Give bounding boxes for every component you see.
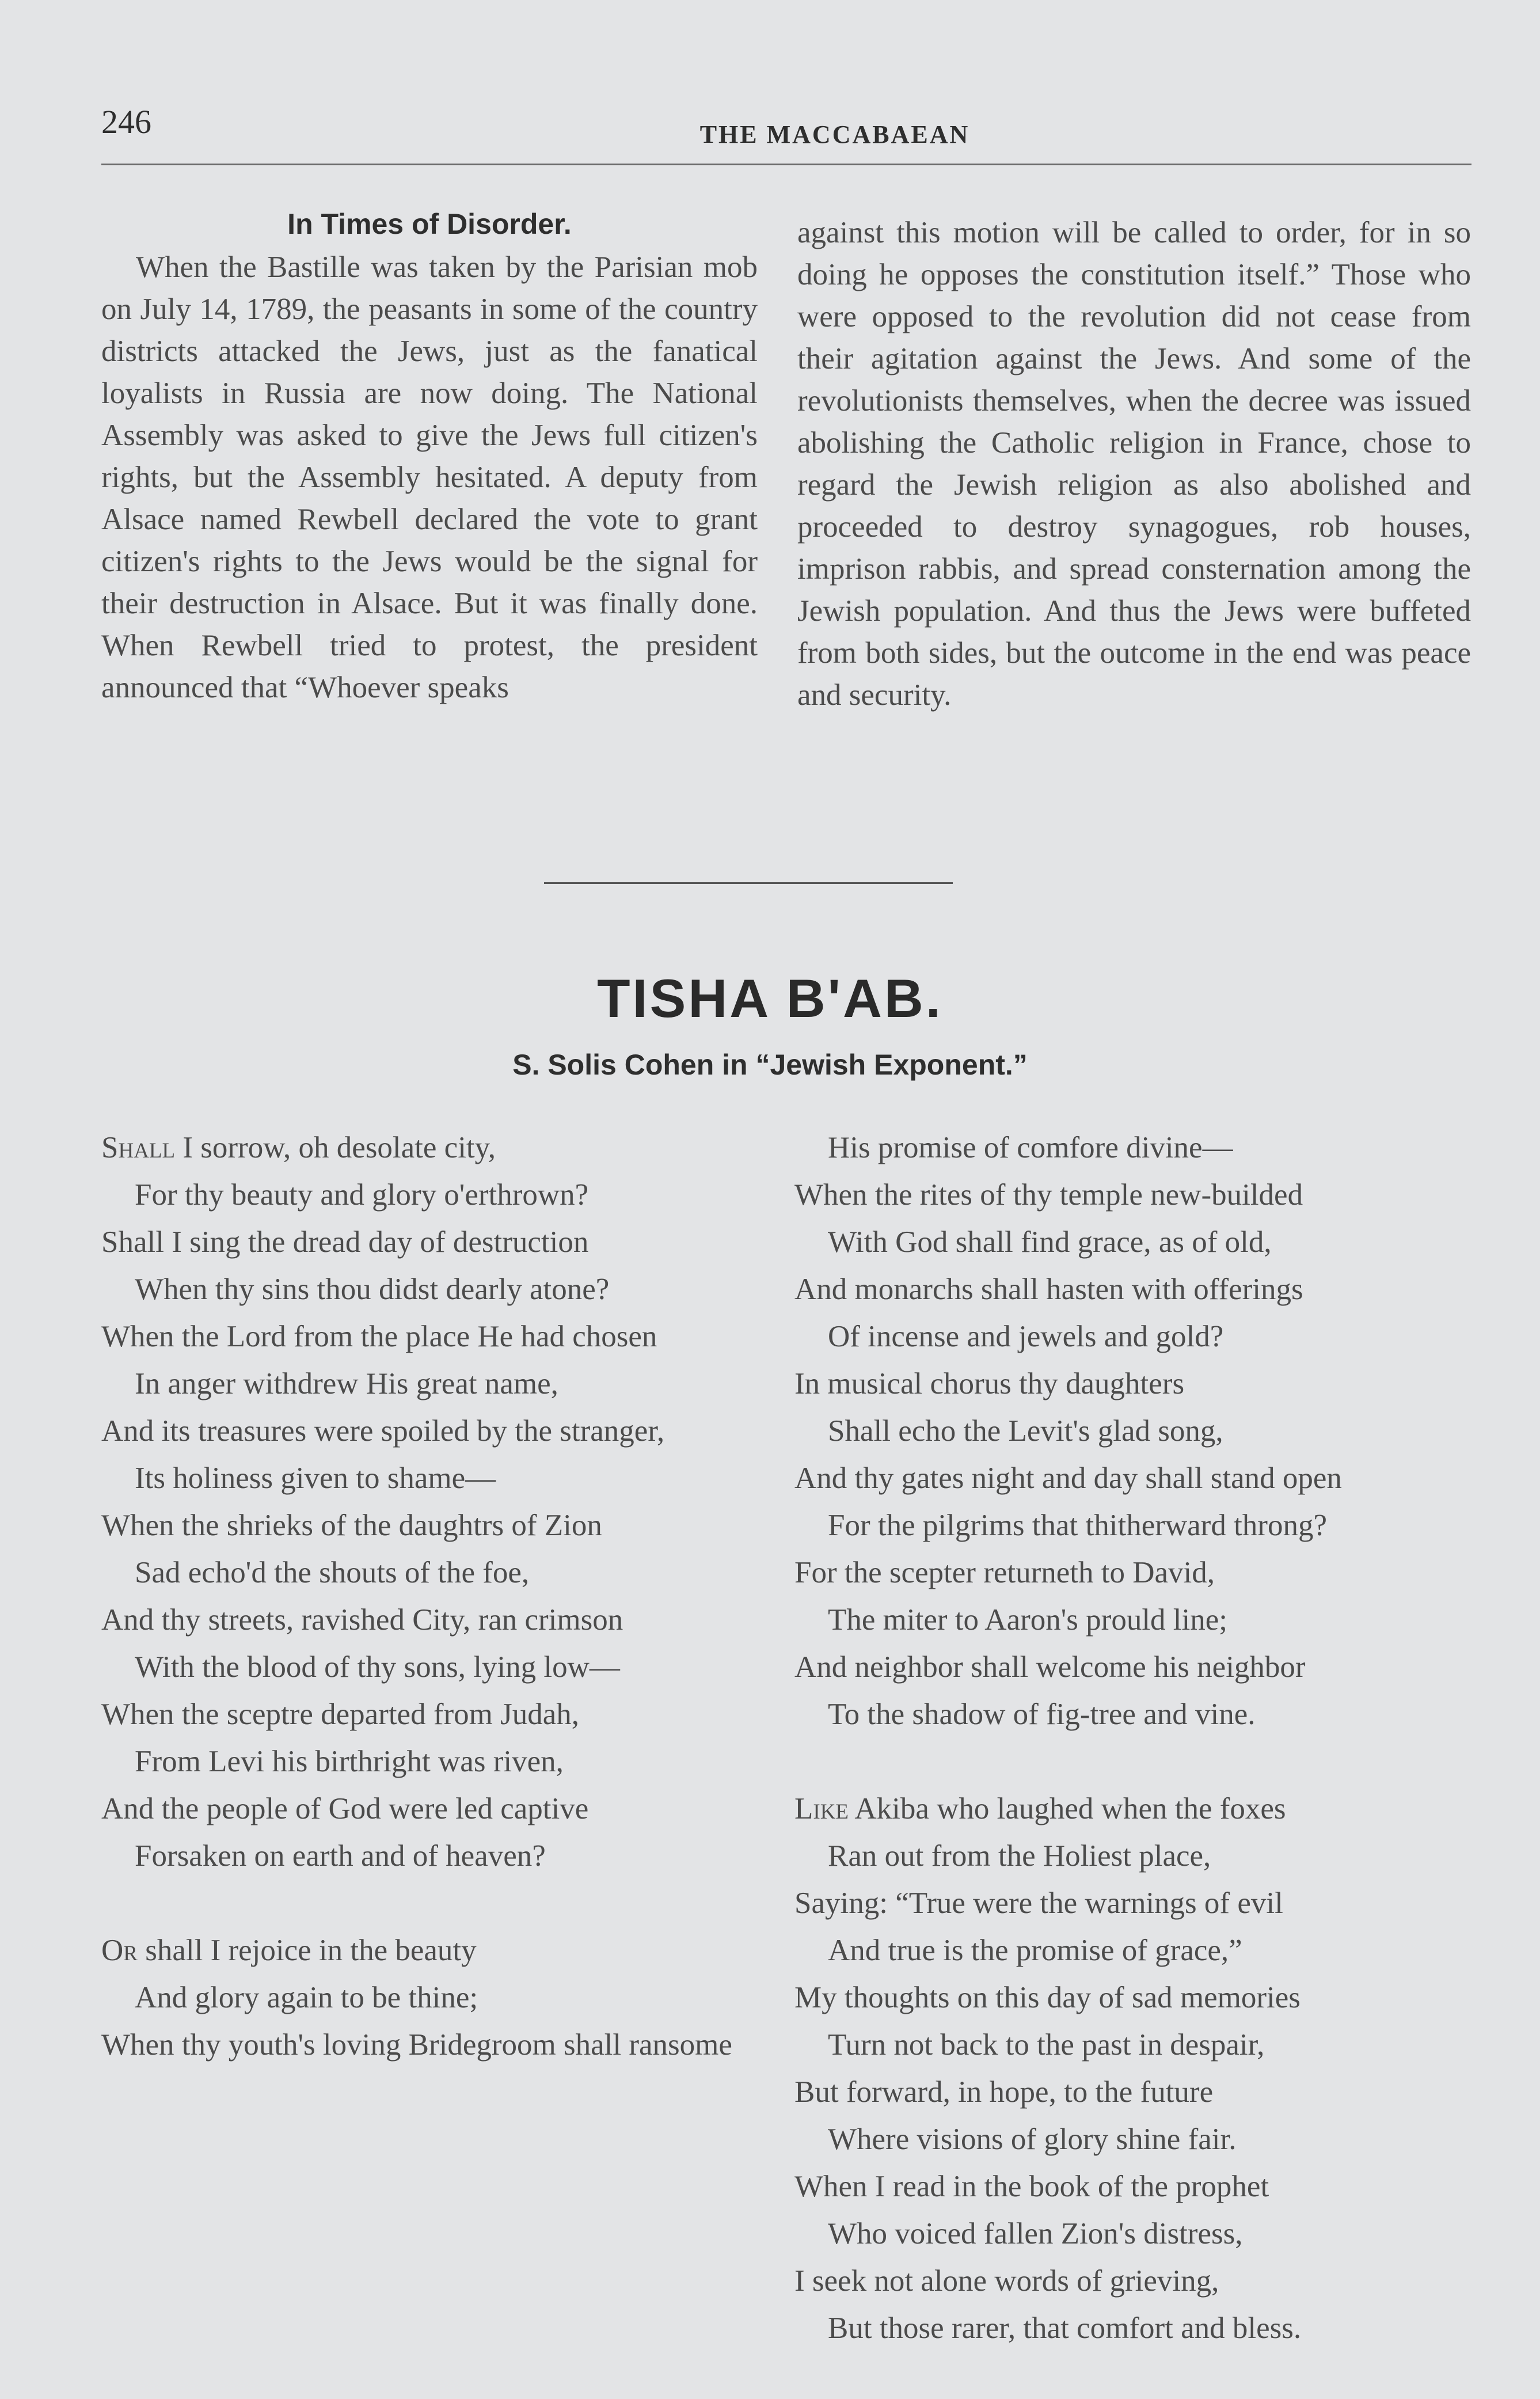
poem-line: And glory again to be thine; [135,1981,478,2014]
poem-line: Who voiced fallen Zion's distress, [828,2217,1243,2250]
poem-line: For the pilgrims that thitherward throng? [828,1509,1327,1542]
poem-line: When thy youth's loving Bridegroom shall ransome [101,2028,732,2062]
article-paragraph-left: When the Bastille was taken by the Parisian mob on July 14, 1789, the peasants in some of the country districts attacked the Jews, just as the fanatical loyalists in Russia are now doing. The National Assembly was asked to give the Jews full citizen's rights, but the Assembly hesitated. A deputy from Alsace named Rewbell declared the vote to grant citizen's rights to the Jews would be the signal for their destruction in Alsace. But it was finally done. When Rewbell tried to protest, the president announced that “Whoever speaks [101,250,758,704]
poem-line: And its treasures were spoiled by the stranger, [101,1414,665,1448]
poem-line: The miter to Aaron's prould line; [828,1603,1227,1637]
poem-line: His promise of comfore divine— [828,1131,1233,1164]
poem-line: In anger withdrew His great name, [135,1367,558,1400]
poem-line: And thy gates night and day shall stand open [794,1462,1342,1495]
poem-line: Of incense and jewels and gold? [828,1320,1224,1353]
poem-line [101,1124,763,1171]
article-right-column [797,212,1471,716]
poem-line: From Levi his birthright was riven, [135,1745,564,1778]
poem-line: Its holiness given to shame— [135,1462,496,1495]
poem-line: For the scepter returneth to David, [794,1556,1215,1589]
poem-line: And neighbor shall welcome his neighbor [794,1650,1306,1684]
article-paragraph-right: against this motion will be called to order, for in so doing he opposes the constitution itself.” Those who were opposed to the revolution did not cease from their agitation against the Jews. And some of the revolutionists themselves, when the decree was issued abolishing the Catholic religion in France, chose to regard the Jewish religion as also abolished and proceeded to destroy synagogues, rob houses, imprison rabbis, and spread consternation among the Jewish population. And thus the Jews were buffeted from both sides, but the outcome in the end was peace and security. [797,216,1471,712]
poem-left-column [101,1124,763,2116]
poem-line: Ran out from the Holiest place, [828,1839,1211,1873]
poem-stanza [101,1927,763,2068]
poem-line: With the blood of thy sons, lying low— [135,1650,620,1684]
poem-line-rest: Akiba who laughed when the foxes [849,1792,1286,1825]
poem-line-rest: shall I rejoice in the beauty [137,1934,477,1967]
page-number: 246 [101,103,151,141]
running-head: THE MACCABAEAN [699,120,970,149]
poem-title: TISHA B'AB. [597,968,943,1028]
poem-line: Turn not back to the past in despair, [828,2028,1265,2062]
section-divider [544,882,953,884]
poem-line: When the rites of thy temple new-builded [794,1178,1303,1212]
poem-line: Sad echo'd the shouts of the foe, [135,1556,530,1589]
poem-line: When I read in the book of the prophet [794,2170,1269,2203]
poem-line: I seek not alone words of grieving, [794,2264,1219,2298]
poem-stanza [794,1785,1468,2352]
poem-line-initial: Shall [101,1131,176,1164]
poem-line-initial: Like [794,1792,849,1825]
poem-line [101,1927,763,1974]
poem-line: But those rarer, that comfort and bless. [828,2311,1302,2345]
poem-line: And thy streets, ravished City, ran crimson [101,1603,623,1637]
poem-line: When thy sins thou didst dearly atone? [135,1273,610,1306]
poem-line-rest: I sorrow, oh desolate city, [175,1131,496,1164]
header-rule [101,164,1471,165]
poem-byline: S. Solis Cohen in “Jewish Exponent.” [512,1049,1028,1081]
poem-line-initial: Or [101,1934,138,1967]
poem-line: Saying: “True were the warnings of evil [794,1886,1283,1920]
article-heading: In Times of Disorder. [287,208,572,240]
poem-line: And true is the promise of grace,” [828,1934,1242,1967]
poem-line: When the Lord from the place He had chosen [101,1320,657,1353]
poem-line [794,1785,1468,1832]
poem-line: In musical chorus thy daughters [794,1367,1185,1400]
poem-line: Shall I sing the dread day of destruction [101,1225,589,1259]
poem-line: And monarchs shall hasten with offerings [794,1273,1303,1306]
poem-line: Where visions of glory shine fair. [828,2123,1237,2156]
poem-line: But forward, in hope, to the future [794,2075,1214,2109]
poem-line: For thy beauty and glory o'erthrown? [135,1178,589,1212]
article-left-column [101,246,758,709]
poem-line: When the sceptre departed from Judah, [101,1698,579,1731]
poem-line: When the shrieks of the daughtrs of Zion [101,1509,602,1542]
poem-line: To the shadow of fig-tree and vine. [828,1698,1256,1731]
poem-right-column [794,1124,1468,2399]
poem-stanza [101,1124,763,1880]
poem-line: And the people of God were led captive [101,1792,589,1825]
poem-line: My thoughts on this day of sad memories [794,1981,1301,2014]
poem-stanza [794,1124,1468,1738]
poem-line: Shall echo the Levit's glad song, [828,1414,1223,1448]
poem-line: Forsaken on earth and of heaven? [135,1839,546,1873]
poem-line: With God shall find grace, as of old, [828,1225,1272,1259]
